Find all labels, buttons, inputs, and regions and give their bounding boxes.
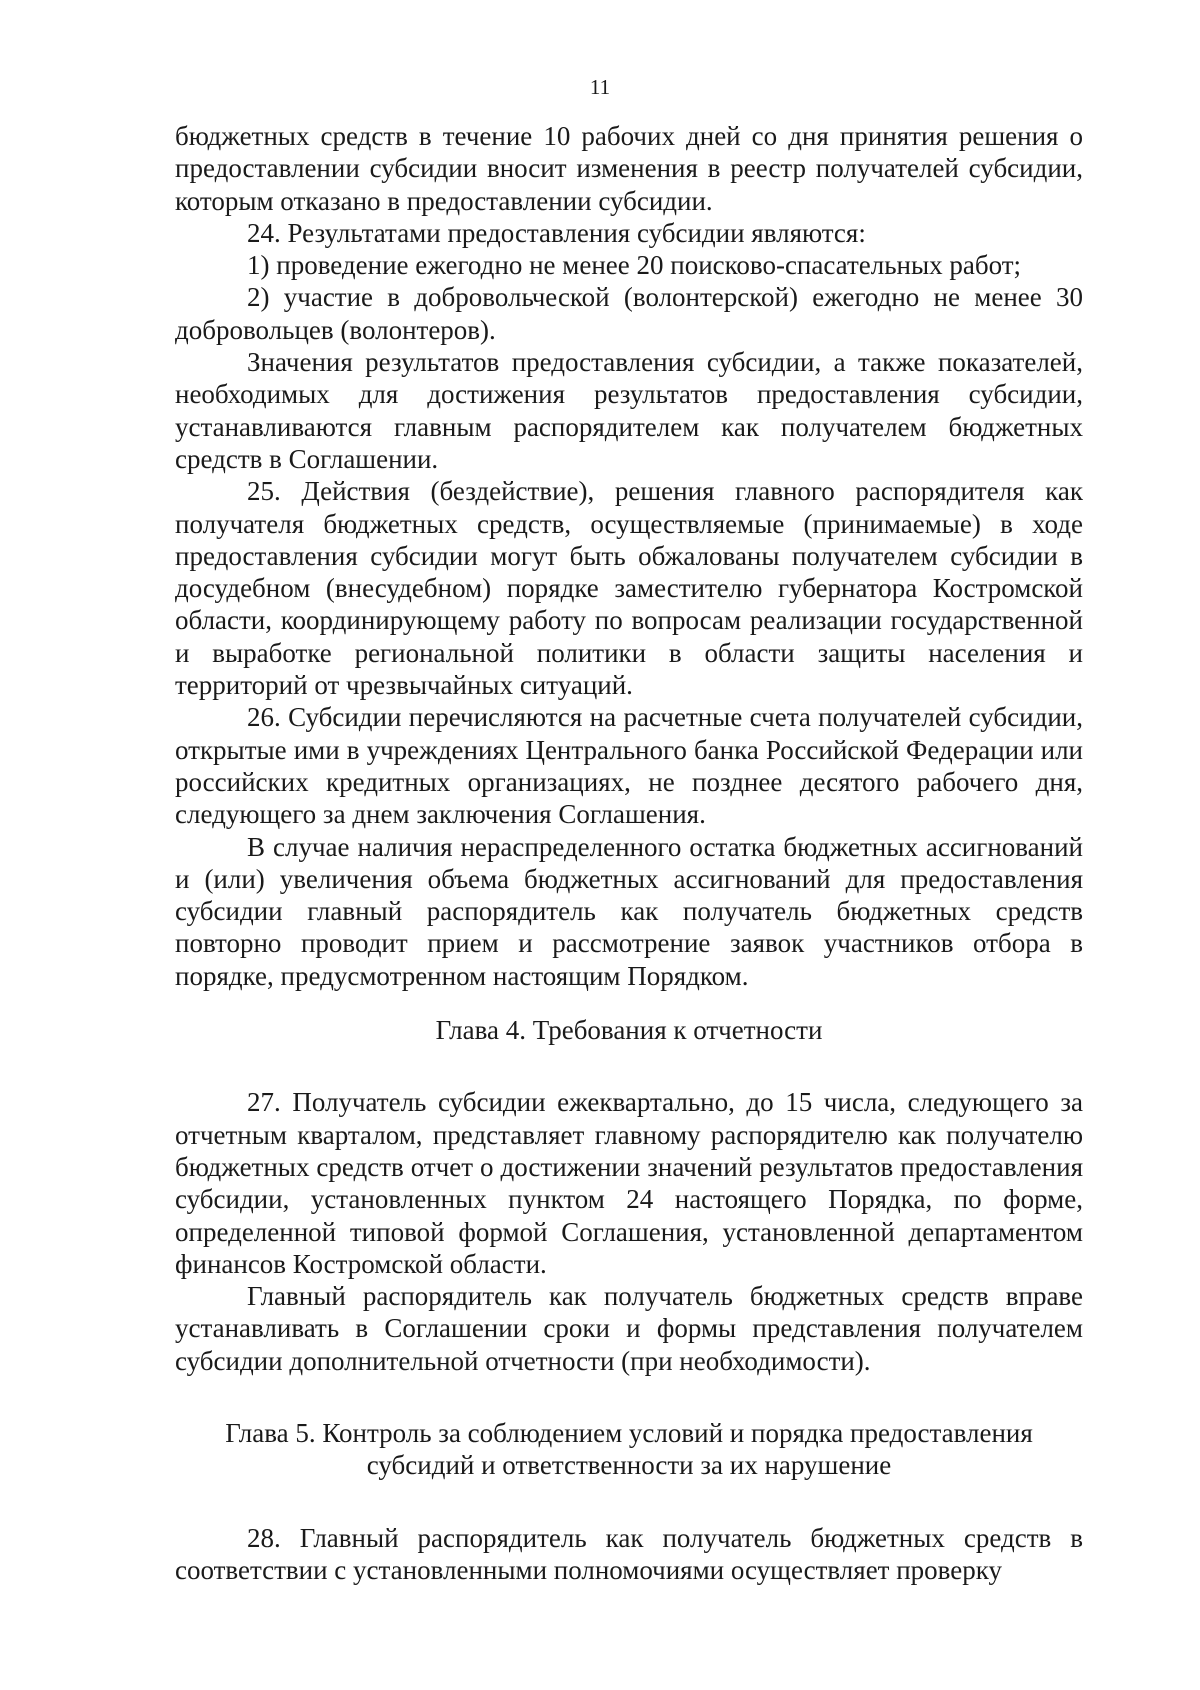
chapter-5-heading-line-1: Глава 5. Контроль за соблюдением условий и порядка предоставления — [225, 1417, 1033, 1448]
document-body — [175, 120, 1083, 1586]
paragraph-results-values: Значения результатов предоставления субсидии, а также показателей, необходимых для достижения результатов предоставления субсидии, устанавливаются главным распорядителем как получателем бюджетных средств в Соглашении. — [175, 347, 1083, 474]
chapter-4-heading: Глава 4. Требования к отчетности — [435, 1015, 823, 1046]
paragraph-27-additional: Главный распорядитель как получатель бюджетных средств вправе устанавливать в Соглашении сроки и формы представления получателем субсидии дополнительной отчетности (при необходимости). — [175, 1281, 1083, 1376]
chapter-5-heading-line-2: субсидий и ответственности за их нарушение — [366, 1450, 892, 1481]
paragraph-26: 26. Субсидии перечисляются на расчетные счета получателей субсидии, открытые ими в учреждениях Центрального банка Российской Федерации или российских кредитных организациях, не позднее десятого рабочего дня, следующего за днем заключения Соглашения. — [175, 702, 1083, 830]
paragraph-24-item-1: 1) проведение ежегодно не менее 20 поисково-спасательных работ; — [247, 250, 1022, 281]
paragraph-24: 24. Результатами предоставления субсидии являются: — [247, 217, 866, 248]
paragraph-25: 25. Действия (бездействие), решения главного распорядителя как получателя бюджетных средств, осуществляемые (принимаемые) в ходе предоставления субсидии могут быть обжалованы получателем субсидии в досудебном (внесудебном) порядке заместителю губернатора Костромской области, координирующему работу по вопросам реализации государственной и выработке региональной политики в области защиты населения и территорий от чрезвычайных ситуаций. — [175, 476, 1083, 701]
paragraph-28: 28. Главный распорядитель как получатель бюджетных средств в соответствии с установленными полномочиями осуществляет проверку — [175, 1522, 1083, 1585]
paragraph-27: 27. Получатель субсидии ежеквартально, до 15 числа, следующего за отчетным кварталом, представляет главному распорядителю как получателю бюджетных средств отчет о достижении значений результатов предоставления субсидии, установленных пунктом 24 настоящего Порядка, по форме, определенной типовой формой Соглашения, установленной департаментом финансов Костромской области. — [175, 1087, 1083, 1279]
paragraph-24-item-2: 2) участие в добровольческой (волонтерской) ежегодно не менее 30 добровольцев (волонтеров). — [175, 282, 1083, 345]
paragraph-26-remainder: В случае наличия нераспределенного остатка бюджетных ассигнований и (или) увеличения объема бюджетных ассигнований для предоставления субсидии главный распорядитель как получатель бюджетных средств повторно проводит прием и рассмотрение заявок участников отбора в порядке, предусмотренном настоящим Порядком. — [175, 831, 1083, 991]
paragraph-continuation: бюджетных средств в течение 10 рабочих дней со дня принятия решения о предоставлении субсидии вносит изменения в реестр получателей субсидии, которым отказано в предоставлении субсидии. — [175, 121, 1083, 216]
page-number: 11 — [589, 75, 611, 99]
